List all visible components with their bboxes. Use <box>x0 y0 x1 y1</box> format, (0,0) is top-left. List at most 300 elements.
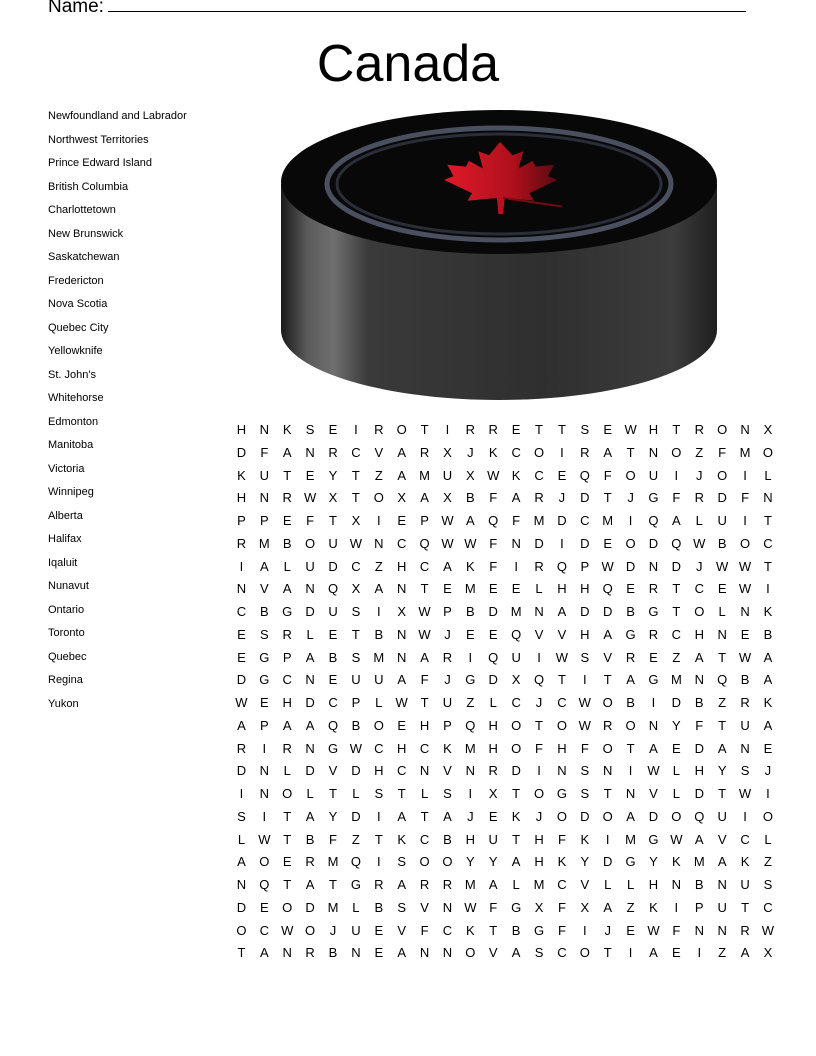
grid-letter: I <box>766 581 770 597</box>
grid-letter: E <box>488 581 498 597</box>
grid-letter: G <box>327 740 339 756</box>
grid-letter: T <box>420 695 429 710</box>
grid-letter: R <box>328 444 338 460</box>
grid-letter: K <box>511 467 521 483</box>
grid-letter: A <box>305 808 315 824</box>
grid-letter: M <box>739 444 751 460</box>
grid-letter: F <box>557 922 566 938</box>
grid-letter: E <box>672 740 681 756</box>
grid-letter: M <box>464 740 476 756</box>
grid-letter: U <box>442 695 453 710</box>
grid-letter: R <box>694 422 704 437</box>
grid-letter: A <box>488 877 498 892</box>
grid-letter: S <box>397 854 407 870</box>
grid-letter: S <box>237 808 246 824</box>
grid-letter: J <box>558 490 566 506</box>
grid-letter: A <box>397 808 407 824</box>
grid-letter: V <box>580 877 590 892</box>
grid-letter: N <box>694 672 704 688</box>
grid-letter: F <box>420 922 429 938</box>
grid-letter: A <box>603 626 613 642</box>
grid-letter: N <box>465 763 476 779</box>
grid-letter: B <box>328 945 338 961</box>
grid-letter: R <box>534 558 544 574</box>
grid-letter: B <box>694 695 704 710</box>
grid-letter: S <box>580 786 590 801</box>
grid-letter: I <box>743 808 747 824</box>
grid-letter: U <box>740 717 750 733</box>
grid-letter: W <box>464 535 477 551</box>
grid-letter: Q <box>465 717 476 733</box>
grid-letter: G <box>465 672 476 688</box>
grid-letter: W <box>601 558 614 574</box>
grid-letter: O <box>671 444 682 460</box>
grid-letter: N <box>305 444 315 460</box>
grid-letter: J <box>535 808 543 824</box>
grid-letter: C <box>282 672 292 688</box>
grid-letter: P <box>443 604 452 619</box>
grid-letter: J <box>696 467 703 483</box>
grid-letter: D <box>236 763 247 779</box>
grid-letter: G <box>533 922 545 938</box>
grid-letter: A <box>443 558 452 574</box>
grid-letter: N <box>557 763 567 779</box>
grid-letter: A <box>511 854 521 870</box>
grid-letter: C <box>557 877 567 892</box>
grid-letter: A <box>397 444 407 460</box>
grid-letter: Z <box>374 467 383 483</box>
word-list-item: Edmonton <box>48 415 99 428</box>
grid-letter: T <box>718 786 727 801</box>
grid-letter: G <box>556 786 567 801</box>
grid-letter: O <box>373 717 384 733</box>
grid-letter: I <box>628 945 633 961</box>
grid-letter: I <box>743 513 747 528</box>
grid-letter: O <box>442 854 453 870</box>
grid-letter: R <box>740 922 750 938</box>
word-list-item: Prince Edward Island <box>48 157 152 169</box>
grid-letter: A <box>626 672 635 688</box>
grid-letter: N <box>740 740 750 756</box>
grid-letter: M <box>602 513 614 528</box>
grid-letter: A <box>511 490 521 506</box>
grid-letter: I <box>560 444 564 460</box>
name-label: Name: <box>48 0 104 17</box>
grid-letter: N <box>236 581 247 597</box>
grid-letter: W <box>555 649 569 665</box>
grid-letter: E <box>237 626 246 642</box>
grid-letter: E <box>260 695 269 710</box>
grid-letter: E <box>603 535 613 551</box>
grid-letter: E <box>511 581 521 597</box>
grid-letter: Q <box>602 581 613 597</box>
grid-letter: A <box>649 740 658 756</box>
grid-letter: C <box>671 626 682 642</box>
grid-letter: W <box>281 922 294 938</box>
grid-letter: B <box>443 831 452 847</box>
grid-letter: A <box>260 945 269 961</box>
grid-letter: E <box>443 581 452 597</box>
grid-letter: O <box>717 422 728 437</box>
grid-letter: N <box>671 877 682 892</box>
grid-letter: O <box>465 945 476 961</box>
grid-letter: D <box>488 672 498 688</box>
grid-letter: I <box>239 786 244 801</box>
grid-letter: C <box>396 763 407 779</box>
grid-letter: D <box>351 763 361 779</box>
grid-letter: A <box>260 558 269 574</box>
grid-letter: I <box>468 786 473 801</box>
grid-letter: C <box>236 604 247 619</box>
grid-letter: L <box>535 581 543 597</box>
grid-letter: T <box>420 808 429 824</box>
grid-letter: O <box>305 922 316 938</box>
grid-letter: G <box>648 490 659 506</box>
grid-letter: K <box>397 831 407 847</box>
grid-letter: U <box>511 649 521 665</box>
grid-letter: P <box>420 513 429 528</box>
grid-letter: V <box>397 922 407 938</box>
grid-letter: W <box>738 581 752 597</box>
grid-letter: C <box>763 899 773 915</box>
grid-letter: A <box>305 649 315 665</box>
grid-letter: E <box>237 649 246 665</box>
grid-letter: E <box>328 626 338 642</box>
grid-letter: M <box>533 513 545 528</box>
grid-letter: A <box>282 717 292 733</box>
grid-letter: P <box>351 695 361 710</box>
grid-letter: V <box>488 945 498 961</box>
grid-letter: Y <box>672 717 681 733</box>
grid-letter: K <box>237 467 246 483</box>
grid-letter: O <box>602 695 613 710</box>
grid-letter: E <box>397 513 407 528</box>
grid-letter: I <box>560 535 564 551</box>
grid-letter: C <box>259 922 270 938</box>
grid-letter: H <box>534 854 544 870</box>
grid-letter: F <box>741 490 750 506</box>
name-underline <box>108 0 746 12</box>
grid-letter: N <box>419 763 430 779</box>
grid-letter: R <box>488 422 498 437</box>
word-list-item: Manitoba <box>48 439 94 451</box>
grid-letter: M <box>670 672 682 688</box>
grid-letter: G <box>648 831 659 847</box>
grid-letter: X <box>763 422 773 437</box>
grid-letter: K <box>282 422 292 437</box>
grid-letter: P <box>237 513 246 528</box>
grid-letter: C <box>557 695 567 710</box>
grid-letter: N <box>603 763 613 779</box>
grid-letter: G <box>259 649 270 665</box>
grid-letter: H <box>236 490 247 506</box>
grid-letter: C <box>442 922 453 938</box>
grid-letter: Z <box>695 444 704 460</box>
grid-letter: B <box>763 626 773 642</box>
grid-letter: N <box>648 444 659 460</box>
grid-letter: W <box>418 604 431 619</box>
grid-letter: A <box>282 581 292 597</box>
grid-letter: X <box>397 490 407 506</box>
grid-letter: A <box>397 467 407 483</box>
grid-letter: Q <box>533 672 545 688</box>
grid-letter: R <box>305 945 315 961</box>
word-list-item: Nunavut <box>48 580 89 592</box>
grid-letter: U <box>351 672 361 688</box>
grid-letter: M <box>327 854 339 870</box>
grid-letter: X <box>763 945 773 961</box>
grid-letter: F <box>512 513 521 528</box>
grid-letter: I <box>628 513 633 528</box>
grid-letter: W <box>349 740 363 756</box>
grid-letter: E <box>374 945 384 961</box>
grid-letter: M <box>327 899 339 915</box>
grid-letter: K <box>763 695 773 710</box>
grid-letter: O <box>236 922 247 938</box>
word-list-item: St. John's <box>48 368 96 381</box>
grid-letter: D <box>236 672 247 688</box>
grid-letter: O <box>373 490 384 506</box>
grid-letter: E <box>282 854 292 870</box>
grid-letter: O <box>419 854 430 870</box>
grid-letter: I <box>628 763 633 779</box>
grid-letter: N <box>442 899 453 915</box>
grid-letter: T <box>603 490 612 506</box>
grid-letter: C <box>419 831 430 847</box>
grid-letter: M <box>625 831 636 847</box>
grid-letter: C <box>511 444 521 460</box>
grid-letter: Q <box>717 672 728 688</box>
grid-letter: E <box>466 626 475 642</box>
grid-letter: F <box>306 513 315 528</box>
grid-letter: C <box>580 513 590 528</box>
grid-letter: G <box>625 854 636 870</box>
grid-letter: U <box>648 467 659 483</box>
grid-letter: R <box>580 444 590 460</box>
grid-letter: B <box>328 649 338 665</box>
grid-letter: A <box>397 877 407 892</box>
grid-letter: G <box>259 672 270 688</box>
grid-letter: M <box>693 854 705 870</box>
grid-letter: H <box>648 422 659 437</box>
grid-letter: F <box>557 831 566 847</box>
grid-letter: L <box>672 763 680 779</box>
grid-letter: L <box>352 899 360 915</box>
grid-letter: A <box>626 808 635 824</box>
grid-letter: S <box>443 786 452 801</box>
grid-letter: P <box>694 899 704 915</box>
grid-letter: W <box>487 467 500 483</box>
grid-letter: F <box>603 467 612 483</box>
grid-letter: E <box>763 740 773 756</box>
grid-letter: S <box>397 899 407 915</box>
word-list-item: Toronto <box>48 627 85 639</box>
grid-letter: C <box>557 945 567 961</box>
grid-letter: T <box>603 786 612 801</box>
grid-letter: H <box>396 558 407 574</box>
grid-letter: U <box>442 467 453 483</box>
grid-letter: R <box>374 422 384 437</box>
grid-letter: U <box>328 604 338 619</box>
word-list-item: Yellowknife <box>48 345 103 357</box>
grid-letter: T <box>329 786 337 801</box>
grid-letter: X <box>351 581 361 597</box>
grid-letter: R <box>603 717 613 733</box>
grid-letter: V <box>374 444 384 460</box>
grid-letter: K <box>466 558 475 574</box>
grid-letter: A <box>443 808 452 824</box>
grid-letter: A <box>649 945 658 961</box>
grid-letter: P <box>282 649 292 665</box>
grid-letter: A <box>397 672 407 688</box>
grid-letter: Q <box>488 513 499 528</box>
grid-letter: J <box>535 695 543 710</box>
grid-letter: K <box>443 740 452 756</box>
grid-letter: F <box>329 831 337 847</box>
grid-letter: X <box>328 490 338 506</box>
grid-letter: L <box>306 626 314 642</box>
grid-letter: D <box>648 535 659 551</box>
grid-letter: V <box>649 786 658 801</box>
grid-letter: N <box>259 786 270 801</box>
grid-letter: N <box>648 558 659 574</box>
grid-letter: F <box>489 558 498 574</box>
grid-letter: U <box>488 831 498 847</box>
grid-letter: U <box>328 535 338 551</box>
grid-letter: A <box>237 854 246 870</box>
grid-letter: J <box>764 763 772 779</box>
grid-letter: L <box>626 877 635 892</box>
grid-letter: D <box>557 513 567 528</box>
grid-letter: U <box>717 513 727 528</box>
grid-letter: W <box>395 695 408 710</box>
grid-letter: I <box>651 695 656 710</box>
grid-letter: I <box>376 513 381 528</box>
grid-letter: W <box>441 535 454 551</box>
grid-letter: T <box>283 877 292 892</box>
grid-letter: T <box>351 490 360 506</box>
grid-letter: N <box>396 626 407 642</box>
grid-letter: Q <box>488 649 499 665</box>
grid-letter: O <box>739 535 751 551</box>
grid-letter: W <box>441 513 454 528</box>
grid-letter: V <box>717 831 727 847</box>
grid-letter: E <box>328 422 338 437</box>
grid-letter: T <box>512 831 521 847</box>
grid-letter: E <box>672 945 681 961</box>
grid-letter: C <box>351 558 361 574</box>
grid-letter: N <box>351 945 361 961</box>
word-list-item: Charlottetown <box>48 204 116 216</box>
grid-letter: R <box>488 763 498 779</box>
word-list-item: Quebec <box>48 650 87 663</box>
grid-letter: A <box>763 717 773 733</box>
grid-letter: I <box>743 467 747 483</box>
grid-letter: D <box>603 604 613 619</box>
grid-letter: W <box>761 922 775 938</box>
grid-letter: R <box>740 695 750 710</box>
grid-letter: H <box>236 422 247 437</box>
grid-letter: N <box>282 945 292 961</box>
grid-letter: H <box>580 581 590 597</box>
grid-letter: E <box>717 581 727 597</box>
grid-letter: I <box>582 672 587 688</box>
grid-letter: O <box>282 899 293 915</box>
grid-letter: Z <box>718 695 727 710</box>
grid-letter: N <box>717 922 727 938</box>
grid-letter: O <box>579 945 590 961</box>
grid-letter: Q <box>556 558 567 574</box>
grid-letter: R <box>534 490 544 506</box>
grid-letter: W <box>738 649 752 665</box>
grid-letter: Z <box>626 899 635 915</box>
grid-letter: W <box>464 899 477 915</box>
grid-letter: K <box>511 808 521 824</box>
grid-letter: X <box>351 513 361 528</box>
word-list-item: Fredericton <box>48 274 104 287</box>
grid-letter: N <box>259 422 270 437</box>
grid-letter: M <box>533 877 545 892</box>
grid-letter: N <box>419 945 430 961</box>
grid-letter: F <box>580 740 589 756</box>
grid-letter: E <box>557 467 567 483</box>
grid-letter: O <box>762 444 773 460</box>
grid-letter: P <box>260 513 269 528</box>
grid-letter: T <box>237 945 246 961</box>
word-list-item: Halifax <box>48 533 82 545</box>
grid-letter: C <box>763 535 773 551</box>
grid-letter: N <box>259 763 270 779</box>
grid-letter: K <box>557 854 567 870</box>
grid-letter: C <box>328 695 338 710</box>
grid-letter: R <box>419 877 430 892</box>
grid-letter: L <box>375 695 383 710</box>
grid-letter: T <box>329 513 337 528</box>
grid-letter: U <box>740 877 750 892</box>
grid-letter: U <box>717 899 727 915</box>
grid-letter: W <box>303 490 317 506</box>
grid-letter: T <box>626 740 635 756</box>
grid-letter: A <box>717 740 727 756</box>
grid-letter: F <box>672 490 681 506</box>
grid-letter: J <box>329 922 337 938</box>
grid-letter: F <box>489 899 498 915</box>
grid-letter: R <box>648 581 659 597</box>
grid-letter: F <box>489 535 498 551</box>
grid-letter: W <box>716 558 729 574</box>
grid-letter: V <box>557 626 567 642</box>
grid-letter: Q <box>350 854 361 870</box>
grid-letter: X <box>443 444 452 460</box>
word-list-item: Yukon <box>48 697 79 710</box>
word-list-item: Regina <box>48 674 83 686</box>
grid-letter: E <box>649 649 658 665</box>
grid-letter: S <box>260 626 269 642</box>
grid-letter: D <box>488 604 498 619</box>
grid-letter: A <box>237 717 246 733</box>
grid-letter: Z <box>466 695 475 710</box>
grid-letter: E <box>626 581 635 597</box>
grid-letter: I <box>605 831 610 847</box>
grid-letter: A <box>511 945 521 961</box>
grid-letter: N <box>740 422 750 437</box>
grid-letter: L <box>764 467 772 483</box>
grid-letter: B <box>374 899 384 915</box>
grid-letter: T <box>672 581 681 597</box>
grid-letter: R <box>374 877 384 892</box>
word-list-item: Winnipeg <box>48 486 94 498</box>
grid-letter: B <box>694 877 704 892</box>
